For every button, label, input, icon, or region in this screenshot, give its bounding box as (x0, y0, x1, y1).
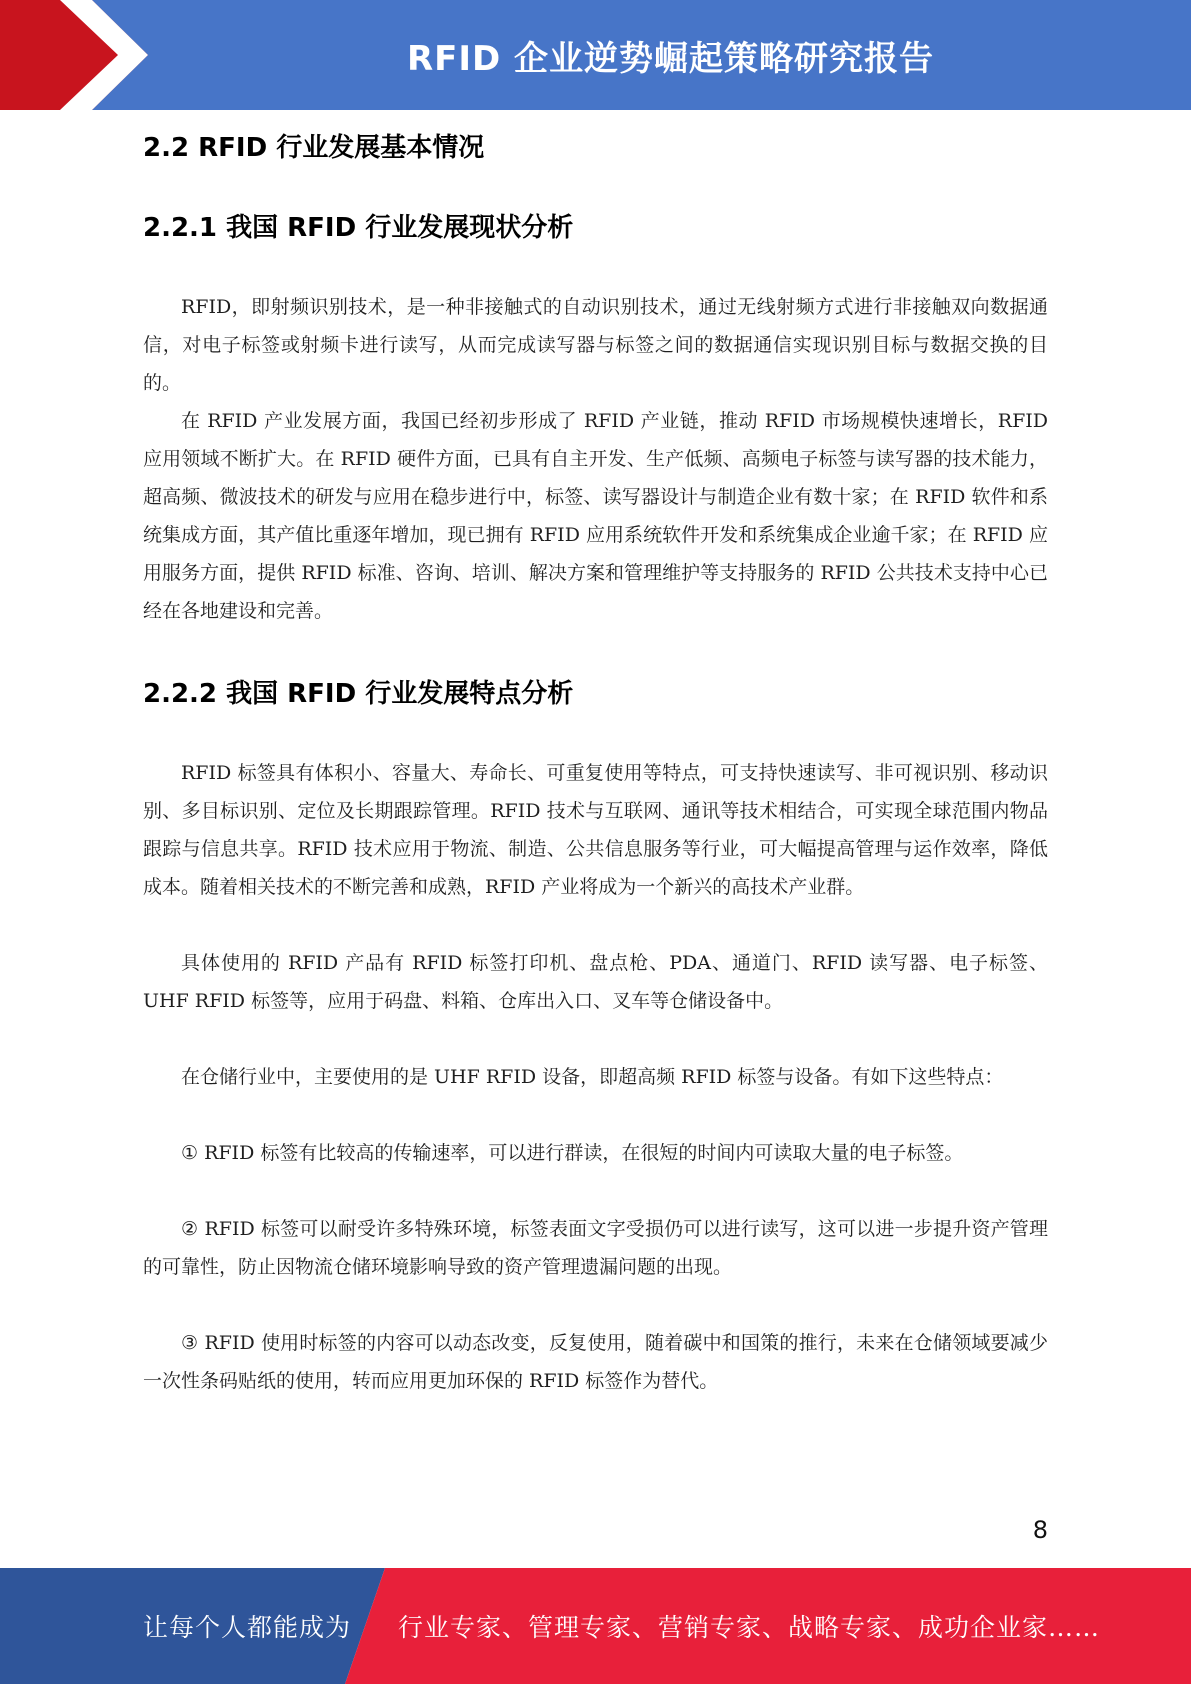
paragraph: 在仓储行业中，主要使用的是 UHF RFID 设备，即超高频 RFID 标签与设备。有如下这些特点： (181, 1066, 1004, 1088)
paragraph: 具体使用的 RFID 产品有 RFID 标签打印机、盘点枪、PDA、通道门、RFID 读写器、电子标签、UHF RFID 标签等，应用于码盘、料箱、仓库出入口、叉车等仓储设备中。 (143, 952, 1048, 1012)
paragraph: RFID，即射频识别技术，是一种非接触式的自动识别技术，通过无线射频方式进行非接触双向数据通信，对电子标签或射频卡进行读写，从而完成读写器与标签之间的数据通信实现识别目标与数据交换的目的。 (143, 296, 1048, 394)
header-arrow-decoration (0, 0, 160, 110)
list-item: ① RFID 标签有比较高的传输速率，可以进行群读，在很短的时间内可读取大量的电子标签。 (181, 1142, 964, 1164)
paragraph: 在 RFID 产业发展方面，我国已经初步形成了 RFID 产业链，推动 RFID 市场规模快速增长，RFID 应用领域不断扩大。在 RFID 硬件方面，已具有自主开发、生产低频、高频电子标签与读写器的技术能力，超高频、微波技术的研发与应用在稳步进行中，标签、读写器设计与制造企业有数十家；在 RFID 软件和系统集成方面，其产值比重逐年增加，现已拥有 RFID 应用系统软件开发和系统集成企业逾千家；在 RFID 应用服务方面，提供 RFID 标准、咨询、培训、解决方案和管理维护等支持服务的 RFID 公共技术支持中心已经在各地建设和完善。 (143, 410, 1048, 622)
paragraph: RFID 标签具有体积小、容量大、寿命长、可重复使用等特点，可支持快速读写、非可视识别、移动识别、多目标识别、定位及长期跟踪管理。RFID 技术与互联网、通讯等技术相结合，可实现全球范围内物品跟踪与信息共享。RFID 技术应用于物流、制造、公共信息服务等行业，可大幅提高管理与运作效率，降低成本。随着相关技术的不断完善和成熟，RFID 产业将成为一个新兴的高技术产业群。 (143, 762, 1048, 898)
document-title: RFID 企业逆势崛起策略研究报告 (406, 38, 935, 79)
footer-slogan-right: 行业专家、管理专家、营销专家、战略专家、成功企业家…… (398, 1613, 1101, 1642)
list-item: ② RFID 标签可以耐受许多特殊环境，标签表面文字受损仍可以进行读写，这可以进一步提升资产管理的可靠性，防止因物流仓储环境影响导致的资产管理遗漏问题的出现。 (143, 1218, 1048, 1278)
subsection-title-2-2-1: 2.2.1 我国 RFID 行业发展现状分析 (143, 213, 574, 243)
page-footer (0, 1568, 1191, 1684)
list-item: ③ RFID 使用时标签的内容可以动态改变，反复使用，随着碳中和国策的推行，未来在仓储领域要减少一次性条码贴纸的使用，转而应用更加环保的 RFID 标签作为替代。 (143, 1332, 1048, 1392)
page-header (0, 0, 1191, 110)
section-title: 2.2 RFID 行业发展基本情况 (143, 133, 485, 163)
subsection-title-2-2-2: 2.2.2 我国 RFID 行业发展特点分析 (143, 679, 574, 709)
page-number: 8 (1032, 1516, 1048, 1544)
document-body (143, 118, 1048, 1400)
footer-slogan-left: 让每个人都能成为 (143, 1613, 352, 1642)
